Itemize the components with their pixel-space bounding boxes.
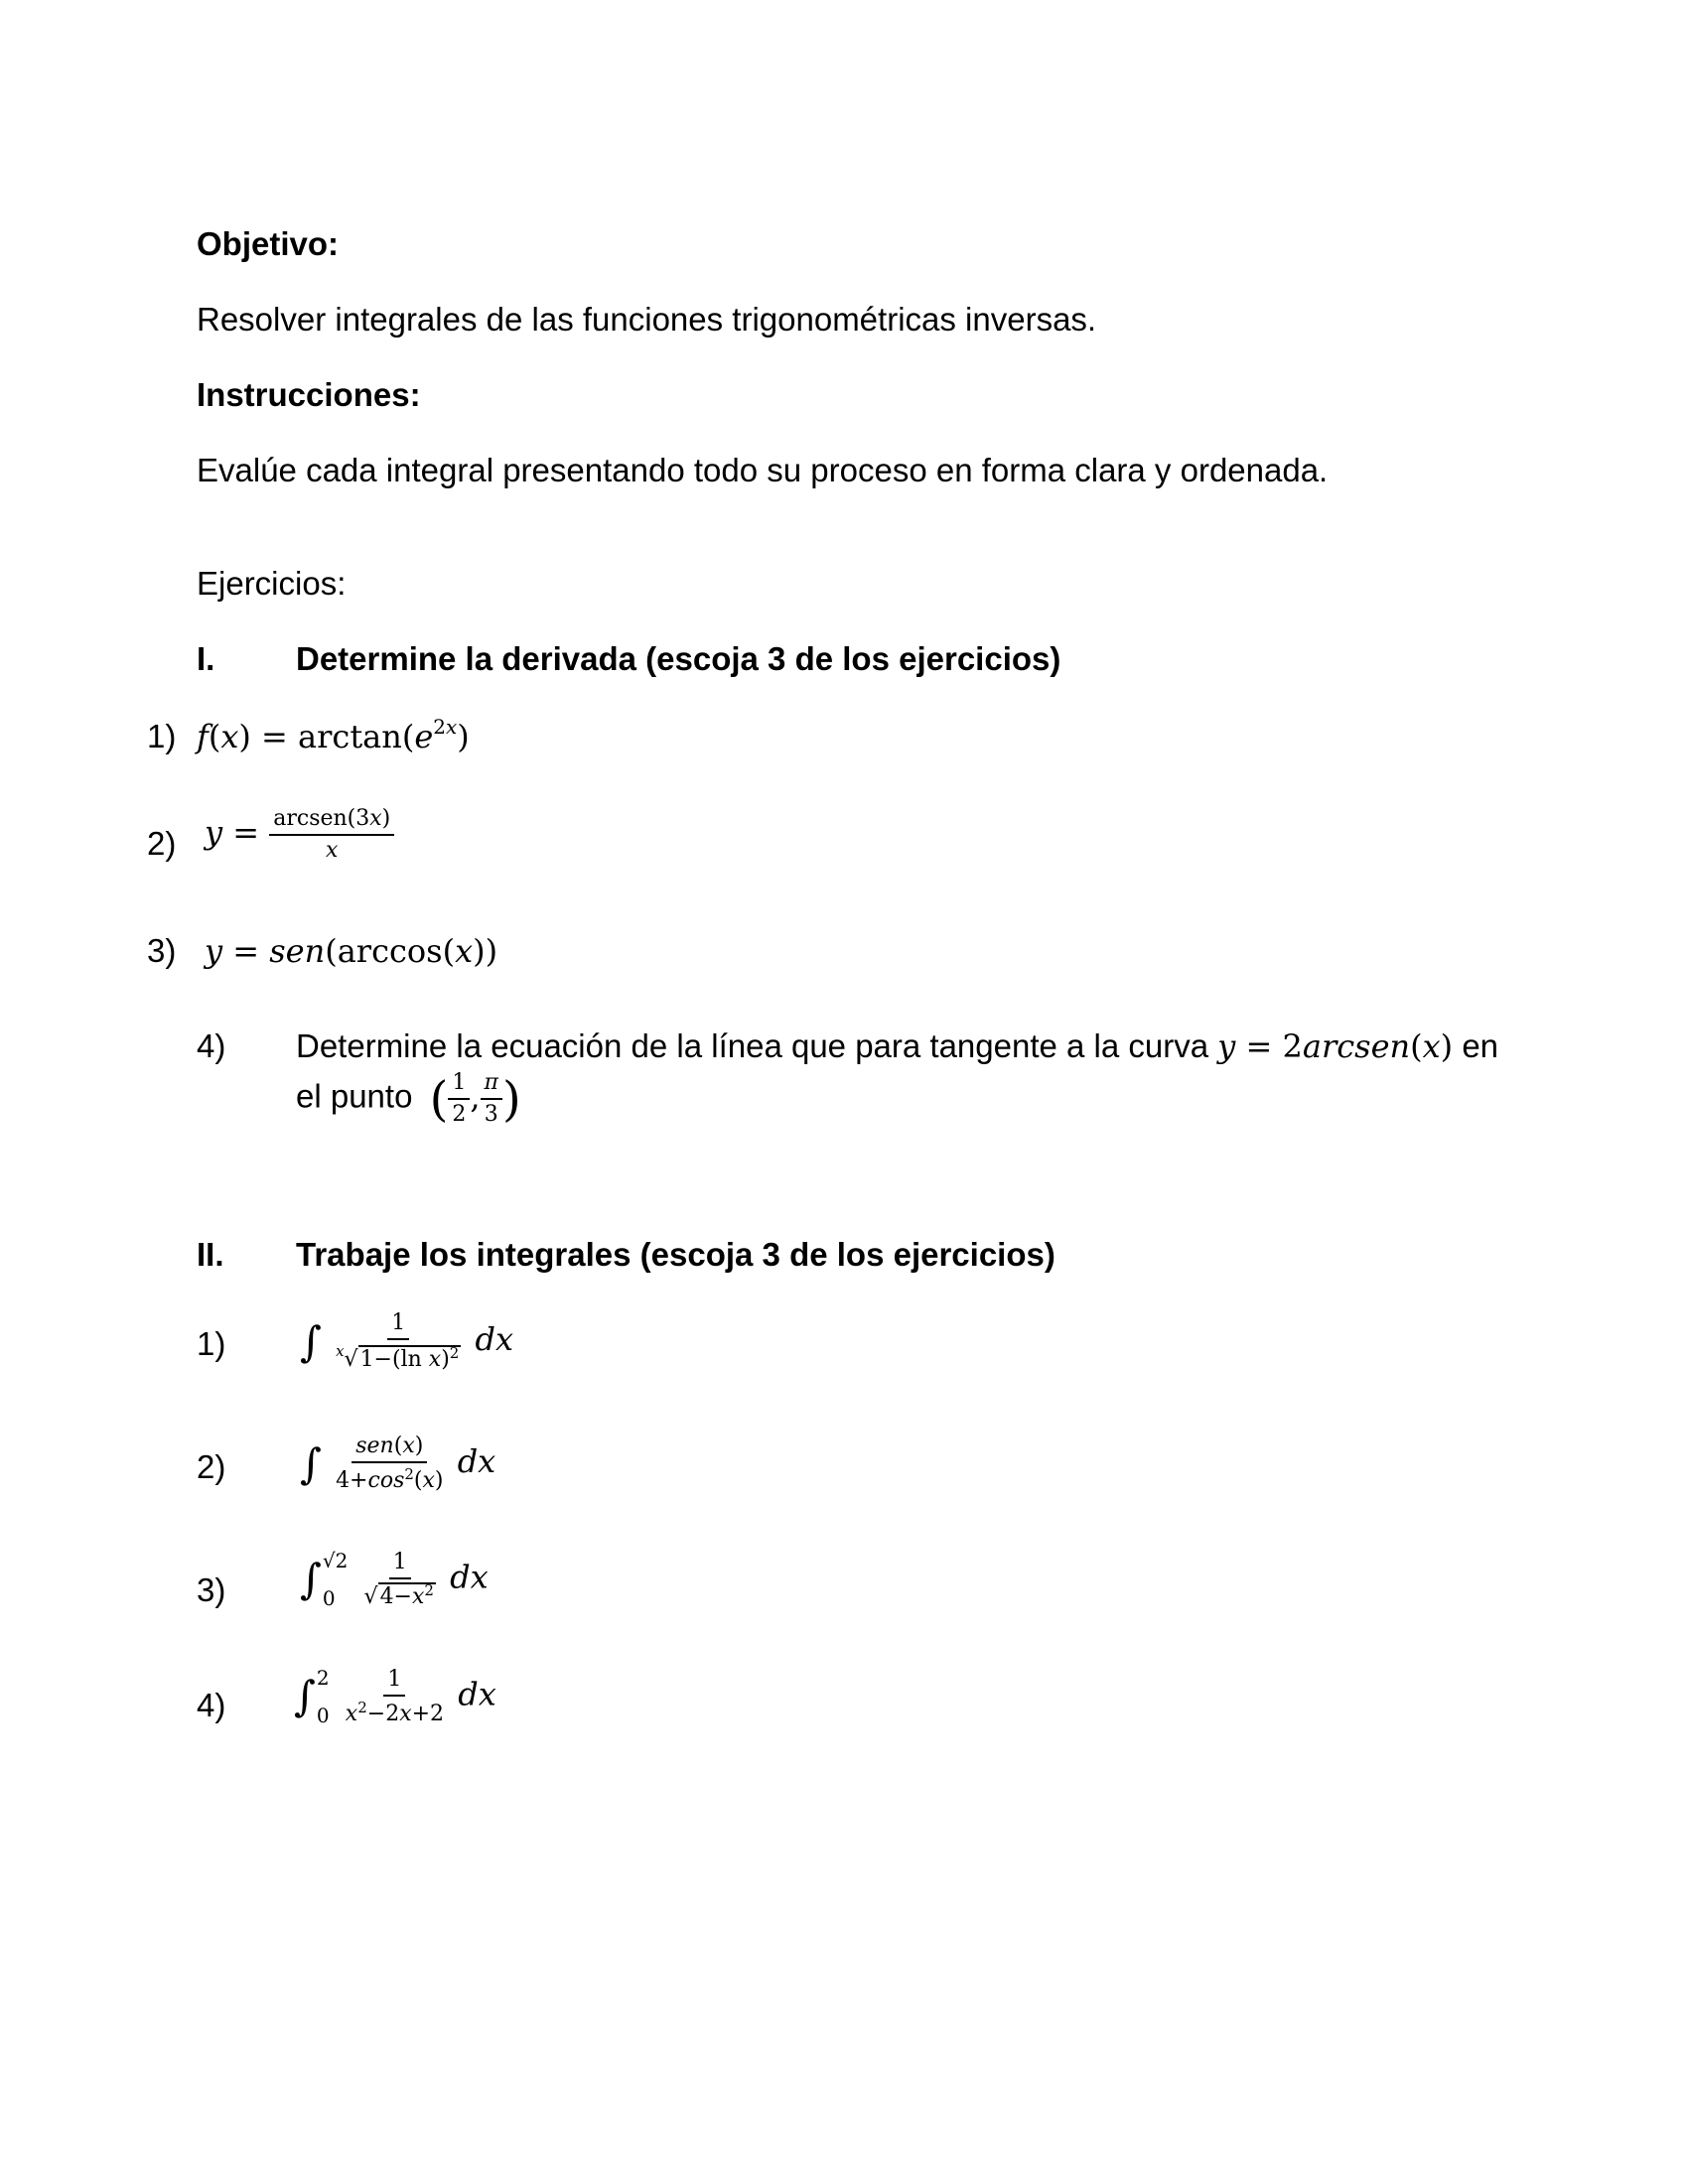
fraction: $\frac{1}{x^2-2x+2}$ [345,1666,445,1726]
s1-item2-number: 2) [147,825,177,862]
s2-item1-number: 1) [197,1325,226,1362]
s2-item1-formula: ∫ $\frac{1}{^x√1-(\ln x)^2}$ dx [300,1310,514,1372]
section1-title: Determine la derivada (escoja 3 de los ejercicios) [296,640,1061,677]
s2-item2-number: 2) [197,1448,226,1485]
s1-item3-number: 3) [147,932,177,969]
s1-item1-formula: $f(x) = \arctan(e^{2x})$ [197,715,470,755]
instructions-text: Evalúe cada integral presentando todo su proceso en forma clara y ordenada. [197,452,1329,488]
fraction: $\frac{\text{arcsen(3x)}}{x}$ [269,808,394,862]
s2-item2-formula: ∫ $\frac{\text{sen(x)}}{4+\cos^2(x)}$ dx [300,1433,496,1493]
s2-item3-formula: ∫ √2 0 $\frac{1}{√4-x^2}$ dx [300,1549,489,1610]
s1-item4-text-after: en [1462,1027,1499,1064]
section1-roman: I. [197,640,215,677]
instructions-heading: Instrucciones: [197,376,421,413]
s2-item4-formula: ∫ 2 0 $\frac{1}{x^2-2x+2}$ dx [294,1666,496,1727]
s1-item1-number: 1) [147,718,177,754]
exercises-label: Ejercicios: [197,565,347,602]
s1-item2-formula: y = $\frac{\text{arcsen(3x)}}{x}$ [205,808,394,862]
s1-item4-number: 4) [197,1027,226,1064]
s1-item4-curve: y = 2arcsen(x) [1217,1027,1454,1065]
s1-item3-formula: y = sen(arccos(x)) [205,932,498,970]
s1-item4-point-label: el punto [296,1077,413,1115]
s2-item4-number: 4) [197,1687,226,1723]
objective-heading: Objetivo: [197,225,340,262]
s1-item4-line2 [296,1072,521,1126]
s1-item4-line1 [296,1026,1498,1066]
fraction: $\frac{1}{^x√1-(\ln x)^2}$ [336,1310,460,1372]
section2-roman: II. [197,1236,224,1273]
s2-item3-number: 3) [197,1571,226,1608]
section2-title: Trabaje los integrales (escoja 3 de los ejercicios) [296,1236,1055,1273]
s1-item4-point: ( $\frac{1}{2}$ , $\frac{\pi}{3}$ ) [429,1070,521,1127]
s1-item4-text-before: Determine la ecuación de la línea que para tangente a la curva [296,1027,1209,1064]
objective-text: Resolver integrales de las funciones trigonométricas inversas. [197,301,1097,338]
fraction: $\frac{1}{√4-x^2}$ [363,1549,434,1609]
fraction: $\frac{\text{sen(x)}}{4+\cos^2(x)}$ [336,1433,444,1493]
